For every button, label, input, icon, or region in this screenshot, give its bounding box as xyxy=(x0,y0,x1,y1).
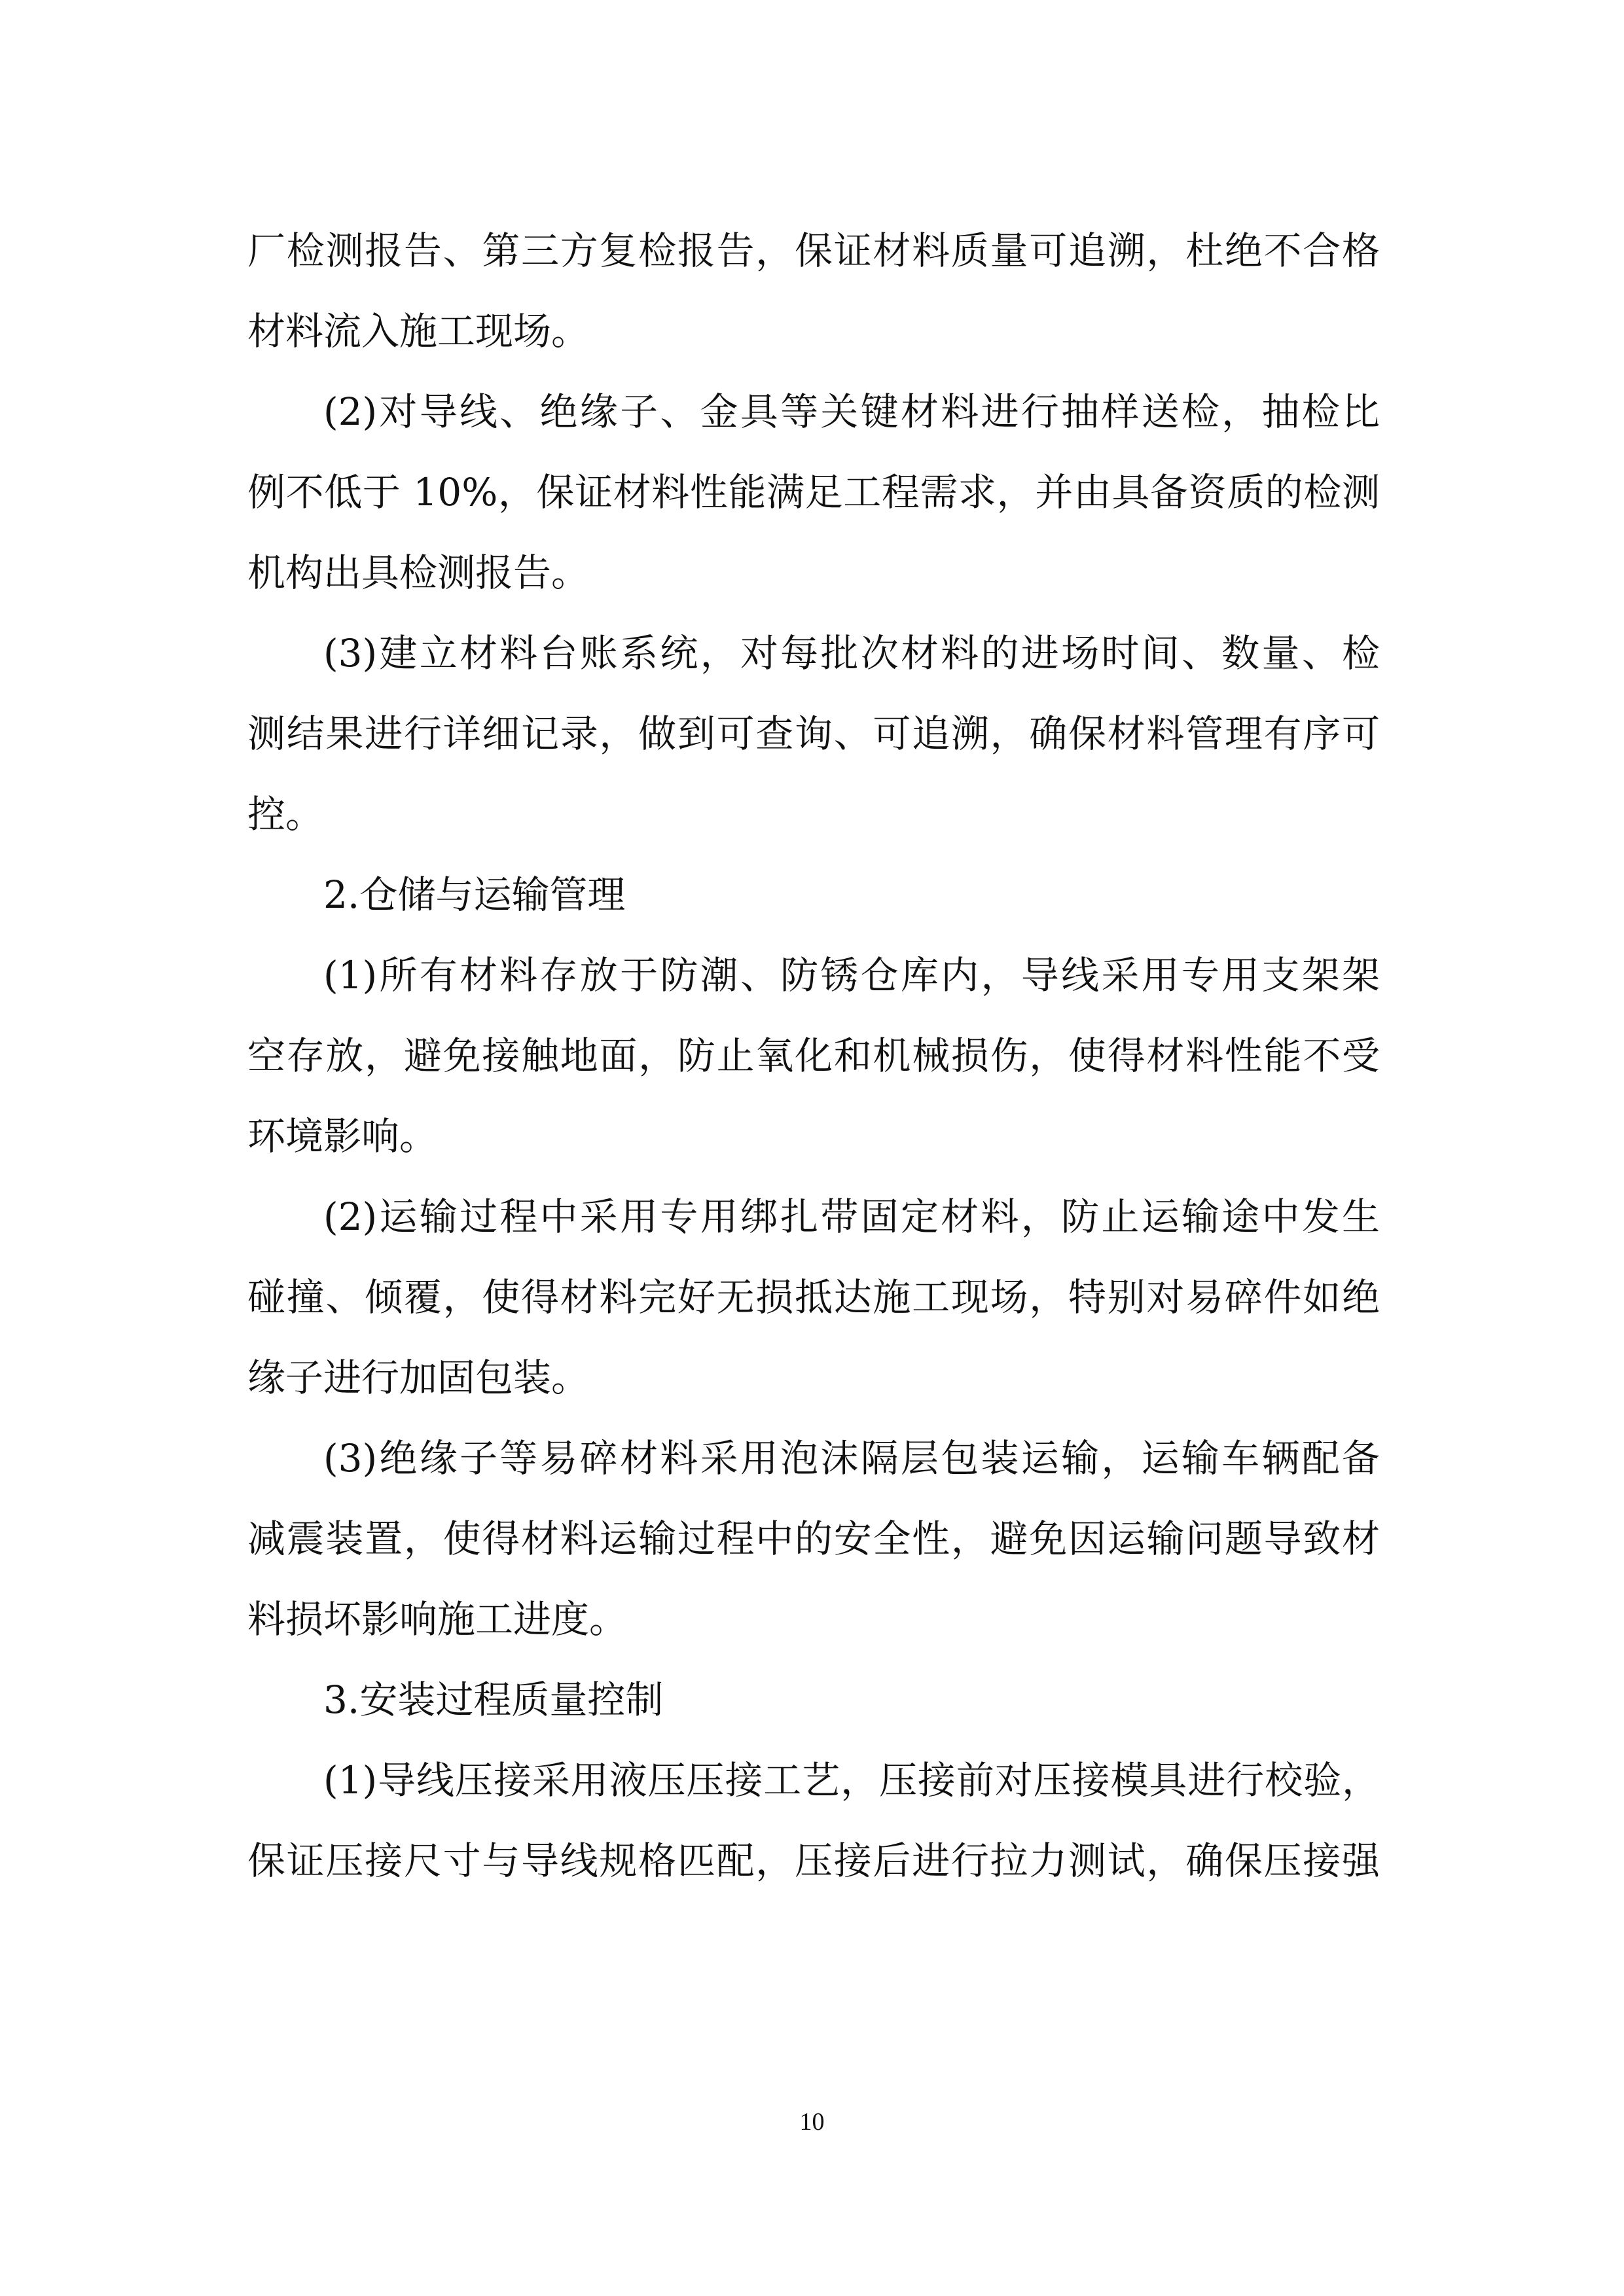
text-line: (2)运输过程中采用专用绑扎带固定材料，防止运输途中发生 xyxy=(323,1194,1380,1239)
text-line: 材料流入施工现场。 xyxy=(247,309,590,353)
text-line: 环境影响。 xyxy=(247,1114,438,1158)
text-line: 减震装置，使得材料运输过程中的安全性，避免因运输问题导致材 xyxy=(247,1516,1380,1561)
text-line: 机构出具检测报告。 xyxy=(247,550,590,595)
text-line: (2)对导线、绝缘子、金具等关键材料进行抽样送检，抽检比 xyxy=(323,389,1380,434)
document-body xyxy=(247,211,1380,1901)
text-line: 空存放，避免接触地面，防止氧化和机械损伤，使得材料性能不受 xyxy=(247,1033,1380,1078)
text-line: (1)所有材料存放于防潮、防锈仓库内，导线采用专用支架架 xyxy=(323,953,1380,997)
text-line: 缘子进行加固包装。 xyxy=(247,1355,590,1400)
text-line: (3)建立材料台账系统，对每批次材料的进场时间、数量、检 xyxy=(323,631,1380,675)
section-heading: 2.仓储与运输管理 xyxy=(323,872,626,917)
text-line: 测结果进行详细记录，做到可查询、可追溯，确保材料管理有序可 xyxy=(247,711,1380,756)
text-line: (3)绝缘子等易碎材料采用泡沫隔层包装运输，运输车辆配备 xyxy=(323,1436,1380,1480)
text-line: 碰撞、倾覆，使得材料完好无损抵达施工现场，特别对易碎件如绝 xyxy=(247,1275,1380,1319)
text-line: 保证压接尺寸与导线规格匹配，压接后进行拉力测试，确保压接强 xyxy=(247,1839,1380,1883)
text-line: 料损坏影响施工进度。 xyxy=(247,1597,628,1641)
text-line: (1)导线压接采用液压压接工艺，压接前对压接模具进行校验， xyxy=(323,1758,1380,1803)
page-number: 10 xyxy=(799,2108,825,2136)
section-heading: 3.安装过程质量控制 xyxy=(323,1677,664,1722)
text-line: 例不低于 10%，保证材料性能满足工程需求，并由具备资质的检测 xyxy=(247,470,1380,514)
text-line: 厂检测报告、第三方复检报告，保证材料质量可追溯，杜绝不合格 xyxy=(247,228,1380,273)
text-line: 控。 xyxy=(247,792,324,836)
